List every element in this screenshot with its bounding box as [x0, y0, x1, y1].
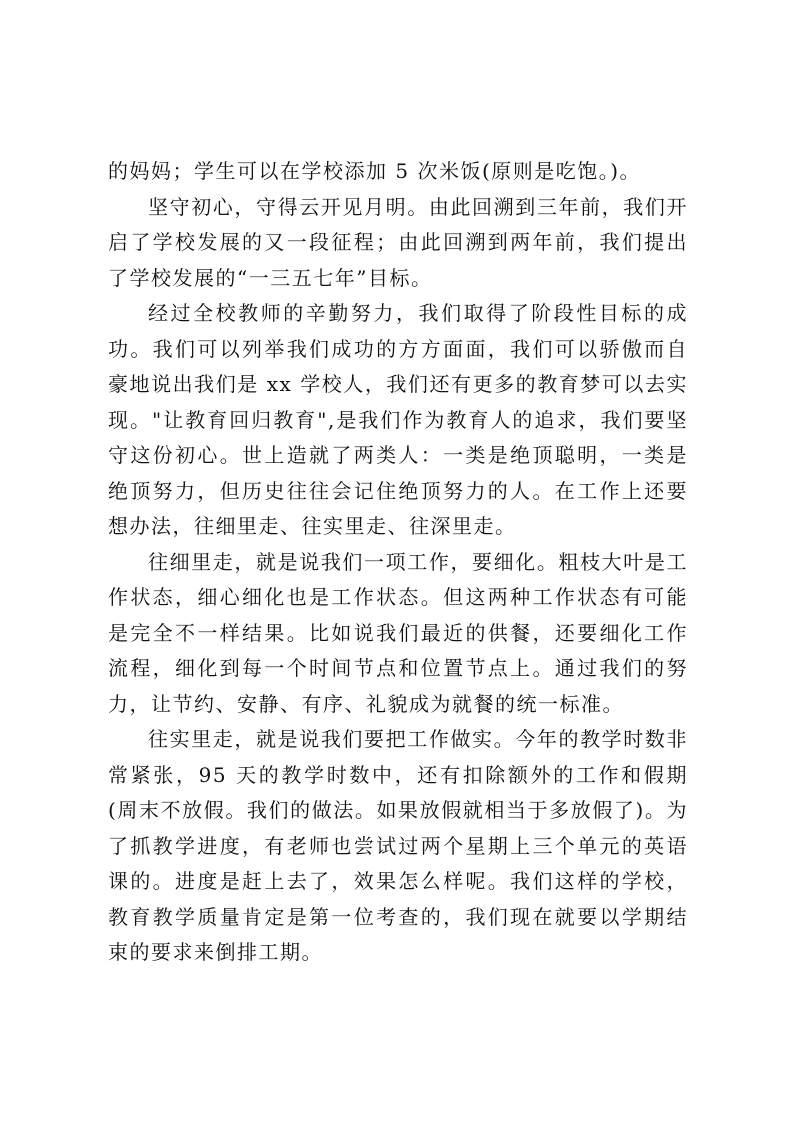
paragraph-5: 往实里走，就是说我们要把工作做实。今年的教学时数非常紧张，95 天的教学时数中，还有扣除额外的工作和假期(周末不放假。我们的做法。如果放假就相当于多放假了)。为了抓教学进度，有老师也尝试过两个星期上三个单元的英语课的。进度是赶上去了，效果怎么样呢。我们这样的学校，教育教学质量肯定是第一位考查的，我们现在就要以学期结束的要求来倒排工期。: [108, 727, 688, 964]
paragraph-4: 往细里走，就是说我们一项工作，要细化。粗枝大叶是工作状态，细心细化也是工作状态。但这两种工作状态有可能是完全不一样结果。比如说我们最近的供餐，还要细化工作流程，细化到每一个时间节点和位置节点上。通过我们的努力，让节约、安静、有序、礼貌成为就餐的统一标准。: [108, 549, 688, 716]
paragraph-3: 经过全校教师的辛勤努力，我们取得了阶段性目标的成功。我们可以列举我们成功的方方面面，我们可以骄傲而自豪地说出我们是 xx 学校人，我们还有更多的教育梦可以去实现。"让教育回归教育",是我们作为教育人的追求，我们要坚守这份初心。世上造就了两类人：一类是绝顶聪明，一类是绝顶努力，但历史往往会记住绝顶努力的人。在工作上还要想办法，往细里走、往实里走、往深里走。: [108, 301, 688, 538]
paragraph-2: 坚守初心，守得云开见月明。由此回溯到三年前，我们开启了学校发展的又一段征程；由此回溯到两年前，我们提出了学校发展的“一三五七年”目标。: [108, 194, 688, 290]
paragraph-1: 的妈妈；学生可以在学校添加 5 次米饭(原则是吃饱。)。: [108, 159, 642, 183]
document-body: [108, 154, 688, 971]
